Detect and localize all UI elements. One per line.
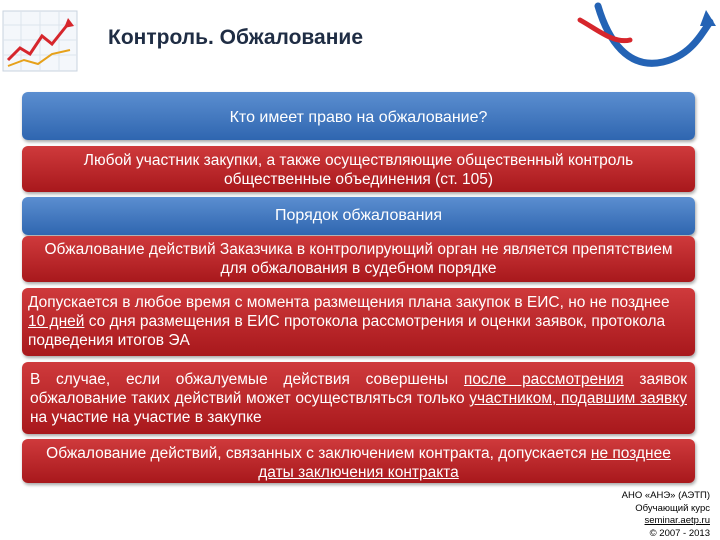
header: [0, 0, 720, 78]
who-text: Любой участник закупки, а также осуществляющие общественный контроль общественные объединения (ст. 105): [22, 146, 695, 192]
footer-copyright: © 2007 - 2013: [649, 527, 710, 539]
after-review-term: после рассмотрения: [463, 371, 624, 388]
order-text: Обжалование действий Заказчика в контролирующий орган не является препятствием для обжалования в судебном порядке: [22, 236, 695, 282]
footer: [510, 490, 710, 540]
who-header: Кто имеет право на обжалование?: [22, 92, 695, 140]
brand-swoosh-icon: [568, 0, 718, 78]
footer-org: АНО «АНЭ» (АЭТП): [621, 490, 710, 501]
after-review-block: [22, 362, 695, 434]
chart-logo-icon: [2, 10, 78, 72]
applicant-term: участником, подавшим заявку: [469, 390, 687, 407]
timing-deadline: 10 дней: [28, 313, 85, 330]
after-text-mid: заявок обжалование таких действий может осуществляться только: [30, 371, 688, 407]
timing-text: Допускается в любое время с момента размещения плана закупок в ЕИС, но не позднее: [28, 294, 670, 311]
contract-deadline: не позднее даты заключения контракта: [258, 445, 671, 481]
page-title: Контроль. Обжалование: [108, 26, 363, 49]
after-text-end: на участие на участие в закупке: [30, 409, 262, 426]
order-header: Порядок обжалования: [22, 197, 695, 235]
footer-course: Обучающий курс: [635, 502, 710, 514]
timing-block: [22, 288, 695, 356]
contract-text: Обжалование действий, связанных с заключением контракта, допускается: [46, 445, 591, 462]
footer-link[interactable]: seminar.aetp.ru: [644, 515, 710, 526]
contract-block: [22, 439, 695, 483]
after-text: В случае, если обжалуемые действия совершены: [30, 371, 464, 388]
timing-text-end: со дня размещения в ЕИС протокола рассмотрения и оценки заявок, протокола подведения итогов ЭА: [28, 313, 666, 349]
